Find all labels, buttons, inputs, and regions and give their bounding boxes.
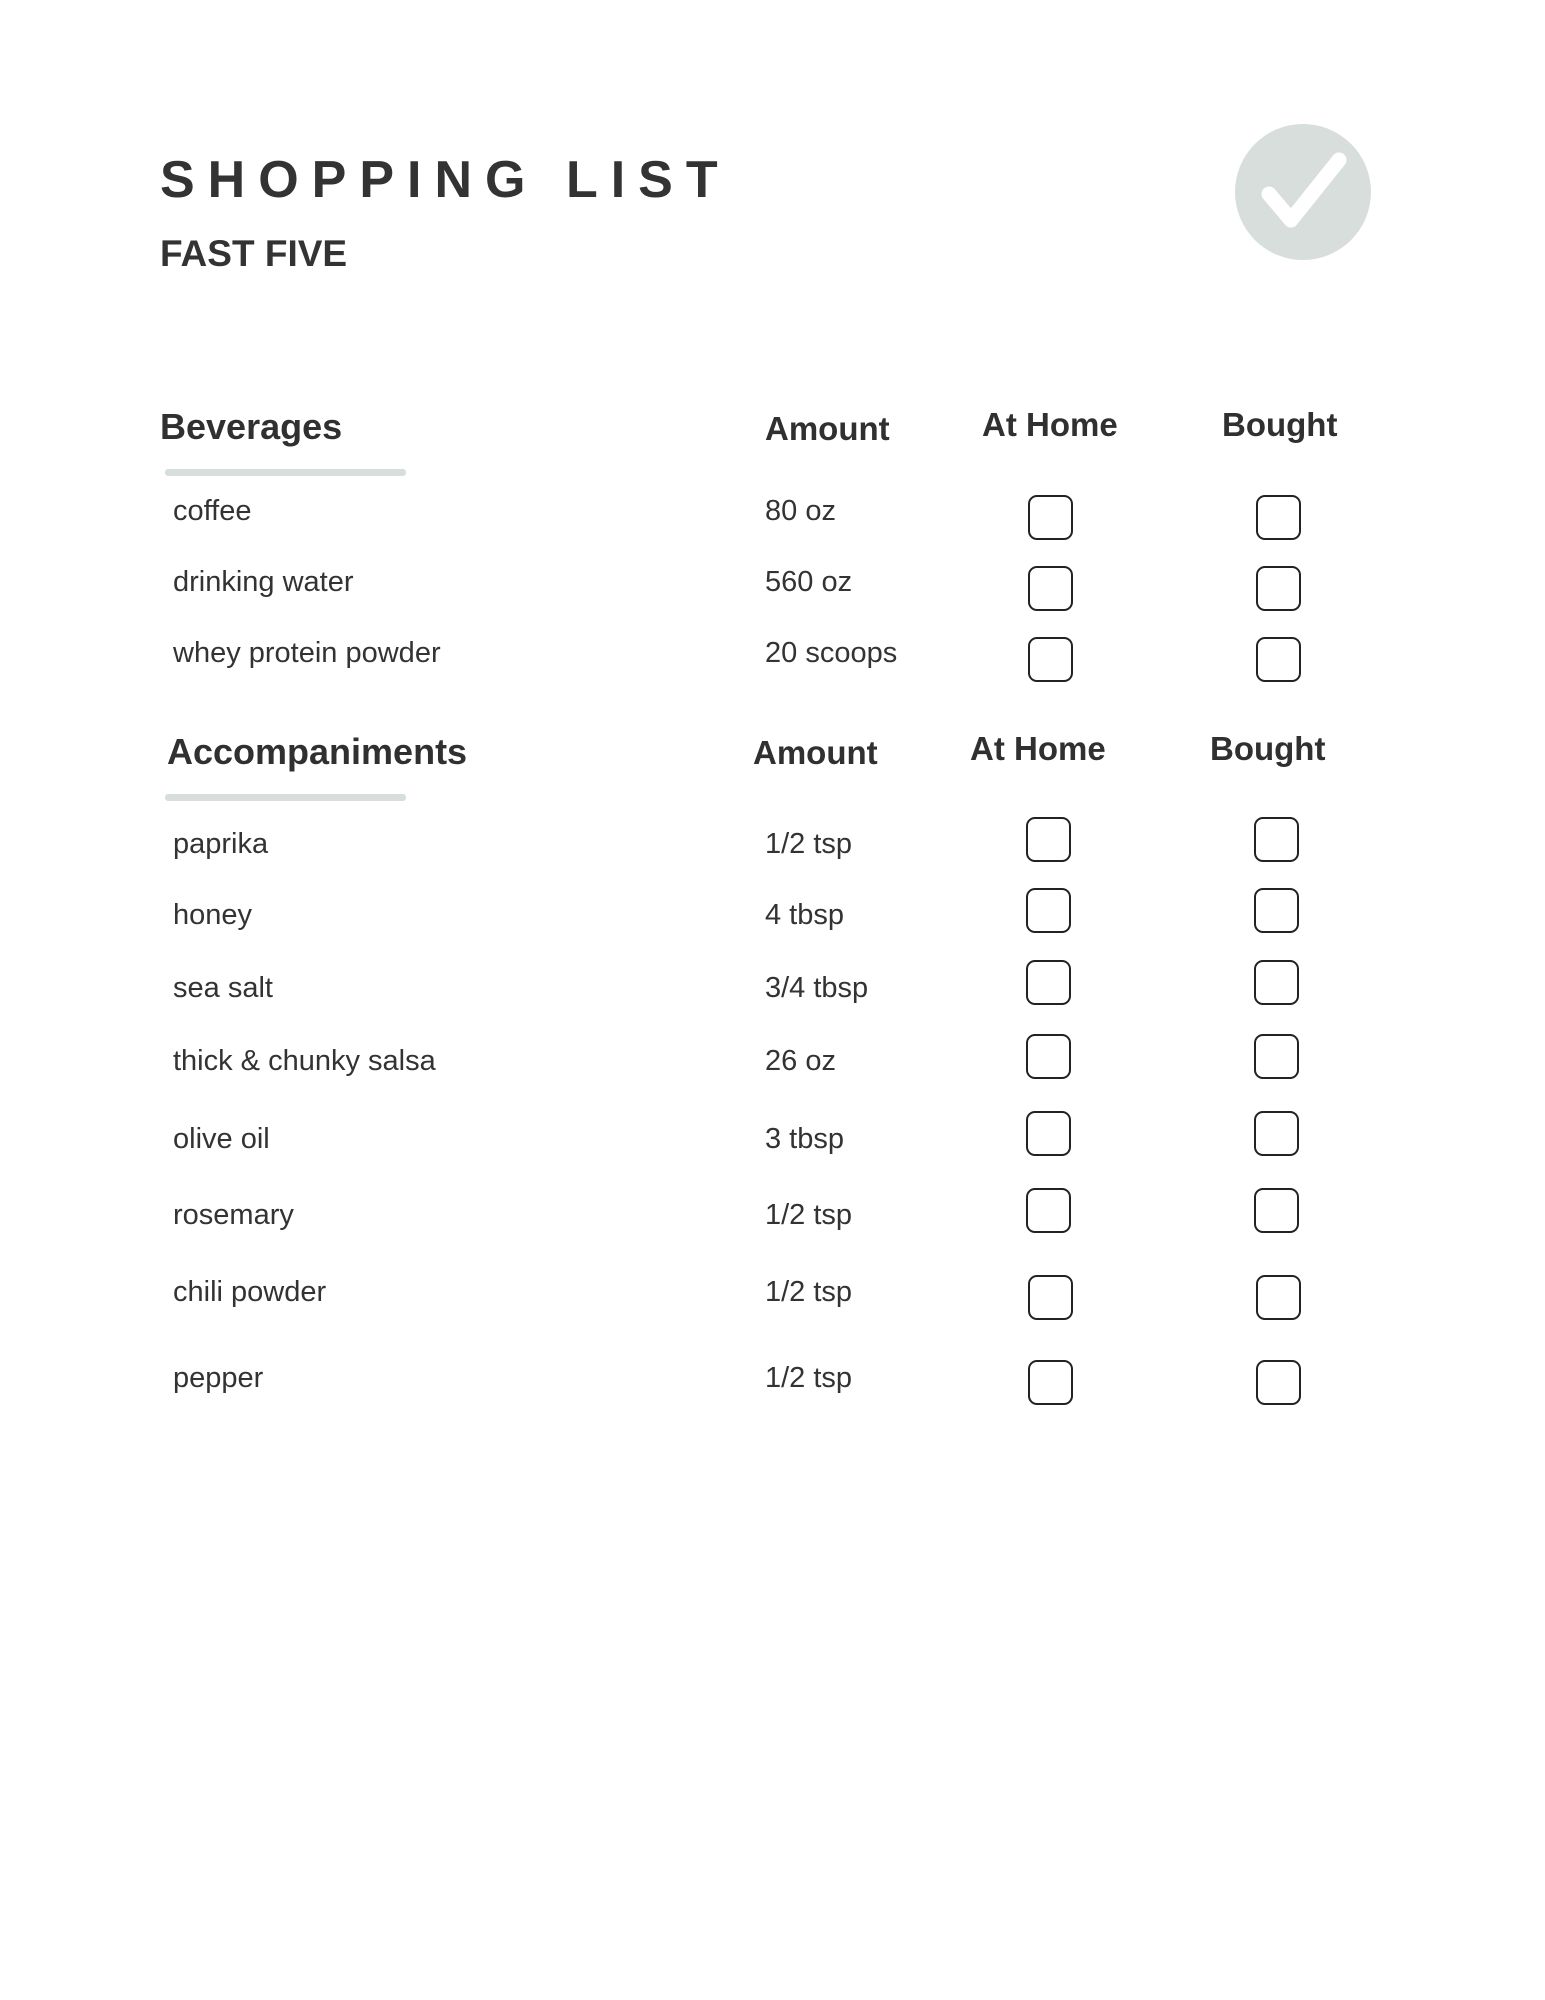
at-home-checkbox[interactable] [1026,1111,1071,1156]
bought-checkbox[interactable] [1256,637,1301,682]
item-amount: 1/2 tsp [765,1362,853,1394]
item-amount: 1/2 tsp [765,1199,853,1231]
bought-checkbox[interactable] [1256,1360,1301,1405]
item-name: paprika [173,828,269,860]
page-title: SHOPPING LIST [160,151,731,209]
bought-checkbox[interactable] [1254,1188,1299,1233]
column-heading-bought: Bought [1222,406,1338,443]
bought-checkbox[interactable] [1254,960,1299,1005]
bought-checkbox[interactable] [1254,1034,1299,1079]
at-home-checkbox[interactable] [1026,817,1071,862]
section-underline [165,469,406,476]
section-heading-beverages: Beverages [160,406,343,447]
column-heading-bought: Bought [1210,730,1326,767]
bought-checkbox[interactable] [1254,1111,1299,1156]
item-name: drinking water [173,566,354,598]
item-name: thick & chunky salsa [173,1045,436,1077]
item-name: rosemary [173,1199,294,1231]
at-home-checkbox[interactable] [1028,1275,1073,1320]
at-home-checkbox[interactable] [1028,495,1073,540]
item-name: pepper [173,1362,264,1394]
item-name: sea salt [173,972,273,1004]
at-home-checkbox[interactable] [1026,1034,1071,1079]
at-home-checkbox[interactable] [1028,637,1073,682]
item-amount: 20 scoops [765,637,898,669]
item-amount: 3 tbsp [765,1123,844,1155]
item-name: coffee [173,495,252,527]
item-amount: 1/2 tsp [765,1276,853,1308]
item-name: chili powder [173,1276,327,1308]
column-heading-at-home: At Home [982,406,1118,443]
item-amount: 1/2 tsp [765,828,853,860]
item-name: honey [173,899,253,931]
at-home-checkbox[interactable] [1028,1360,1073,1405]
bought-checkbox[interactable] [1256,495,1301,540]
bought-checkbox[interactable] [1254,817,1299,862]
checkmark-circle-icon [1235,124,1371,260]
item-name: whey protein powder [173,637,441,669]
section-underline [165,794,406,801]
section-heading-accompaniments: Accompaniments [167,731,468,772]
at-home-checkbox[interactable] [1026,960,1071,1005]
bought-checkbox[interactable] [1254,888,1299,933]
column-heading-amount: Amount [765,410,890,447]
item-amount: 26 oz [765,1045,836,1077]
item-name: olive oil [173,1123,270,1155]
bought-checkbox[interactable] [1256,1275,1301,1320]
at-home-checkbox[interactable] [1028,566,1073,611]
column-heading-at-home: At Home [970,730,1106,767]
item-amount: 560 oz [765,566,853,598]
column-heading-amount: Amount [753,734,878,771]
bought-checkbox[interactable] [1256,566,1301,611]
page-subtitle: FAST FIVE [160,233,348,274]
item-amount: 80 oz [765,495,836,527]
at-home-checkbox[interactable] [1026,1188,1071,1233]
at-home-checkbox[interactable] [1026,888,1071,933]
item-amount: 3/4 tbsp [765,972,869,1004]
item-amount: 4 tbsp [765,899,844,931]
